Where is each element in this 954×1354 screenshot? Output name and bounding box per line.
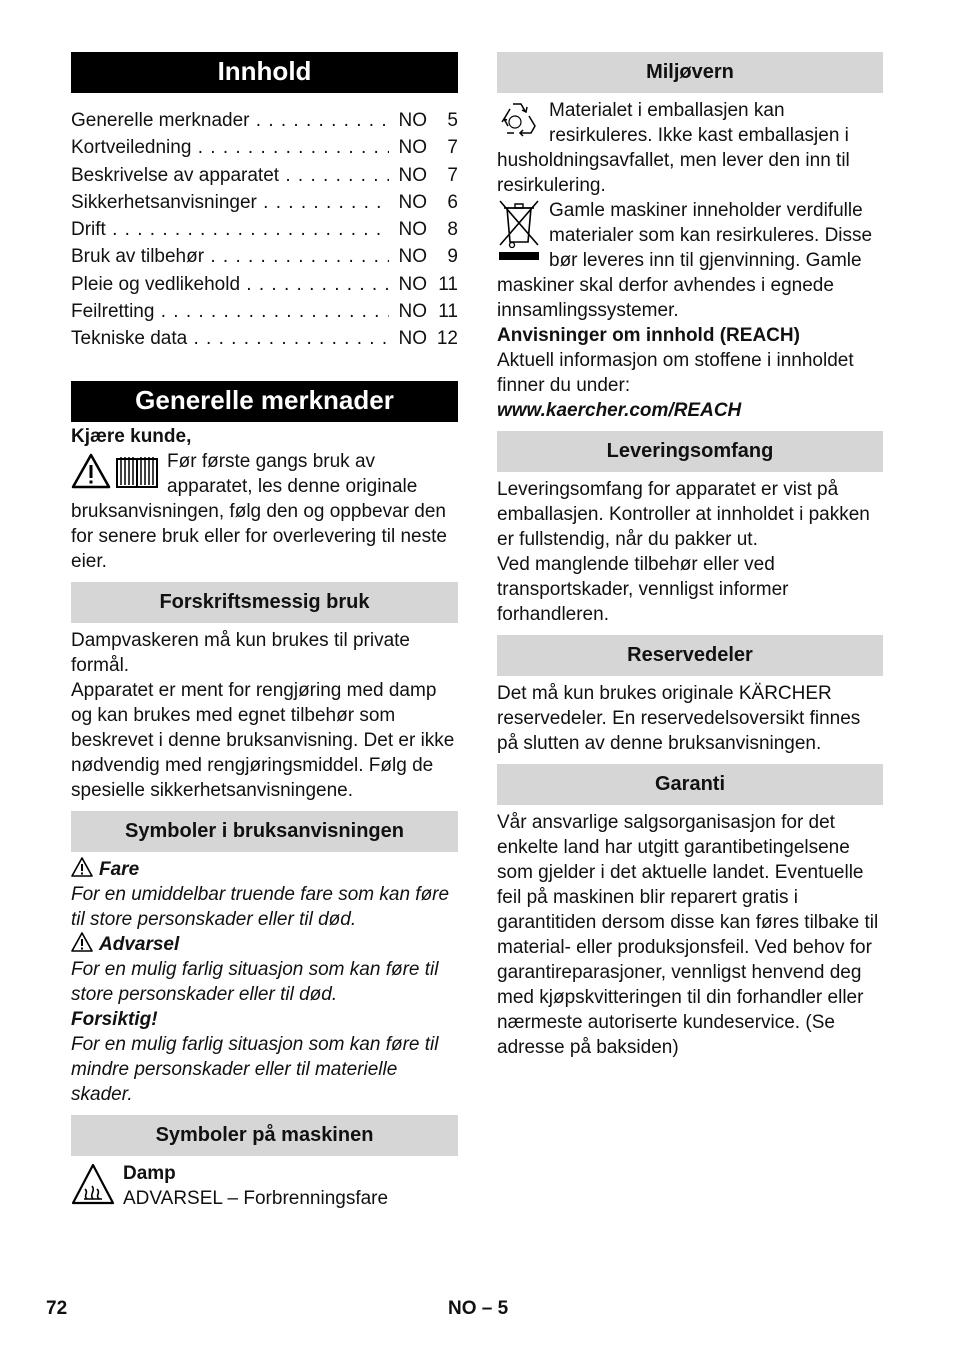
toc-entry-lang: NO [398, 137, 427, 159]
toc-entry[interactable] [71, 298, 458, 325]
toc-entry-label: Beskrivelse av apparatet . . . [71, 162, 389, 189]
intended-use-heading: Forskriftsmessig bruk [71, 582, 458, 623]
intro-text: Før første gangs bruk av apparatet, les denne originale bruksanvisningen, følg den og oppbevar den for senere bruk eller for overlevering til neste eier. [71, 450, 447, 572]
warning-label: Advarsel [99, 933, 180, 955]
reach-link[interactable]: www.kaercher.com/REACH [497, 400, 742, 421]
toc-entry[interactable] [71, 216, 458, 243]
toc-entry-lang: NO [398, 219, 427, 241]
left-column [71, 52, 458, 1211]
general-heading: Generelle merknader [71, 381, 458, 422]
greeting: Kjære kunde, [71, 425, 192, 447]
delivery-p1: Leveringsomfang for apparatet er vist på emballasjen. Kontroller at innholdet i pakken er fullstendig, når du pakker ut. [497, 479, 870, 550]
danger-text: For en umiddelbar truende fare som kan føre til store personskader eller til død. [71, 883, 450, 930]
toc-entry-lang: NO [398, 164, 427, 186]
warranty-heading: Garanti [497, 764, 883, 805]
toc-entry-lang: NO [398, 301, 427, 323]
toc-entry-label: Kortveiledning . . . [71, 134, 389, 161]
warning-triangle-icon [71, 932, 93, 952]
caution-text: For en mulig farlig situasjon som kan føre til mindre personskader eller til materielle skader. [71, 1033, 439, 1105]
delivery-heading: Leveringsomfang [497, 431, 883, 472]
toc-heading: Innhold [71, 52, 458, 93]
toc-entry-lang: NO [398, 246, 427, 268]
crossed-bin-icon [497, 198, 541, 269]
warning-text: For en mulig farlig situasjon som kan føre til store personskader eller til død. [71, 958, 439, 1005]
spare-parts-text: Det må kun brukes originale KÄRCHER reservedeler. En reservedelsoversikt finnes på slutten av denne bruksanvisningen. [497, 683, 861, 754]
intended-use-p2: Apparatet er ment for rengjøring med damp og kan brukes med egnet tilbehør som beskrevet i denne bruksanvisning. Det er ikke nødvendig med rengjøringsmiddel. Følg de spesielle sikkerhetsanvisningene. [71, 679, 455, 801]
recycle-text: Materialet i emballasjen kan resirkuleres. Ikke kast emballasjen i husholdningsavfallet, men lever den inn til resirkulering. [497, 100, 850, 196]
steam-warning-icon [71, 1163, 115, 1210]
toc-entry-page: 12 [436, 328, 458, 350]
toc-entry[interactable] [71, 134, 458, 161]
steam-text: ADVARSEL – Forbrenningsfare [123, 1187, 389, 1209]
warning-triangle-icon [71, 453, 159, 489]
warning-triangle-icon [71, 857, 93, 877]
warranty-text: Vår ansvarlige salgsorganisasjon for det enkelte land har utgitt garantibetingelsene som gjelder i det aktuelle landet. Eventuelle feil på maskinen blir reparert gratis i garantitiden dersom disse kan føres tilbake til material- eller produksjonsfeil. Ved behov for garantireparasjoner, vennligst henvend deg med kjøpskvitteringen til din forhandler eller nærmeste autoriserte kundeservice. (Se adresse på baksiden) [497, 812, 879, 1058]
caution-label: Forsiktig! [71, 1008, 158, 1030]
symbols-manual-heading: Symboler i bruksanvisningen [71, 811, 458, 852]
toc-entry[interactable] [71, 189, 458, 216]
toc-entry-page: 6 [447, 191, 458, 213]
toc-entry-label: Generelle merknader . . . [71, 107, 389, 134]
toc-entry-lang: NO [398, 273, 427, 295]
toc-entry[interactable] [71, 162, 458, 189]
toc-entry[interactable] [71, 271, 458, 298]
toc-entry-label: Pleie og vedlikehold . . . [71, 271, 389, 298]
toc-entry-page: 11 [438, 273, 458, 295]
toc-entry-lang: NO [398, 191, 427, 213]
toc-entry-label: Sikkerhetsanvisninger . . . [71, 189, 389, 216]
page-number: 72 [46, 1298, 68, 1319]
section-reference: NO – 5 [448, 1298, 509, 1319]
weee-block [497, 198, 883, 323]
toc-entry-page: 8 [447, 219, 458, 241]
toc-entry-label: Tekniske data . . . [71, 325, 389, 352]
warning-label-row [71, 932, 458, 957]
toc-entry[interactable] [71, 325, 458, 352]
intended-use-p1: Dampvaskeren må kun brukes til private formål. [71, 629, 410, 676]
warning-manual-icons [71, 453, 159, 494]
steam-label: Damp [123, 1162, 176, 1184]
spare-parts-heading: Reservedeler [497, 635, 883, 676]
toc-entry-label: Bruk av tilbehør . . . [71, 243, 389, 270]
toc-entry-page: 11 [438, 301, 458, 323]
danger-label: Fare [99, 858, 140, 880]
steam-symbol-block [71, 1161, 458, 1211]
toc-entry[interactable] [71, 243, 458, 270]
environment-heading: Miljøvern [497, 52, 883, 93]
toc-entry-page: 7 [447, 137, 458, 159]
reach-heading: Anvisninger om innhold (REACH) [497, 325, 800, 346]
danger-label-row [71, 857, 458, 882]
intro-block [71, 449, 458, 574]
toc-entry-lang: NO [398, 110, 427, 131]
toc-entry-page: 7 [447, 164, 458, 186]
right-column [497, 52, 883, 1060]
manual-book-icon [117, 457, 157, 487]
toc-entry-page: 5 [447, 110, 458, 131]
reach-text: Aktuell informasjon om stoffene i innholdet finner du under: [497, 350, 854, 396]
toc-entry-lang: NO [398, 328, 427, 350]
toc-entry[interactable] [71, 107, 458, 134]
toc-list [71, 107, 458, 353]
recycle-icon [497, 100, 541, 145]
weee-text: Gamle maskiner inneholder verdifulle materialer som kan resirkuleres. Disse bør leveres inn til gjenvinning. Gamle maskiner skal derfor avhendes i egnede innsamlingssystemer. [497, 200, 873, 321]
toc-entry-page: 9 [447, 246, 458, 268]
recycle-block [497, 98, 883, 198]
toc-entry-label: Feilretting . . . [71, 298, 389, 325]
delivery-p2: Ved manglende tilbehør eller ved transportskader, vennligst informer forhandleren. [497, 554, 789, 625]
toc-entry-label: Drift . . . [71, 216, 389, 243]
symbols-machine-heading: Symboler på maskinen [71, 1115, 458, 1156]
